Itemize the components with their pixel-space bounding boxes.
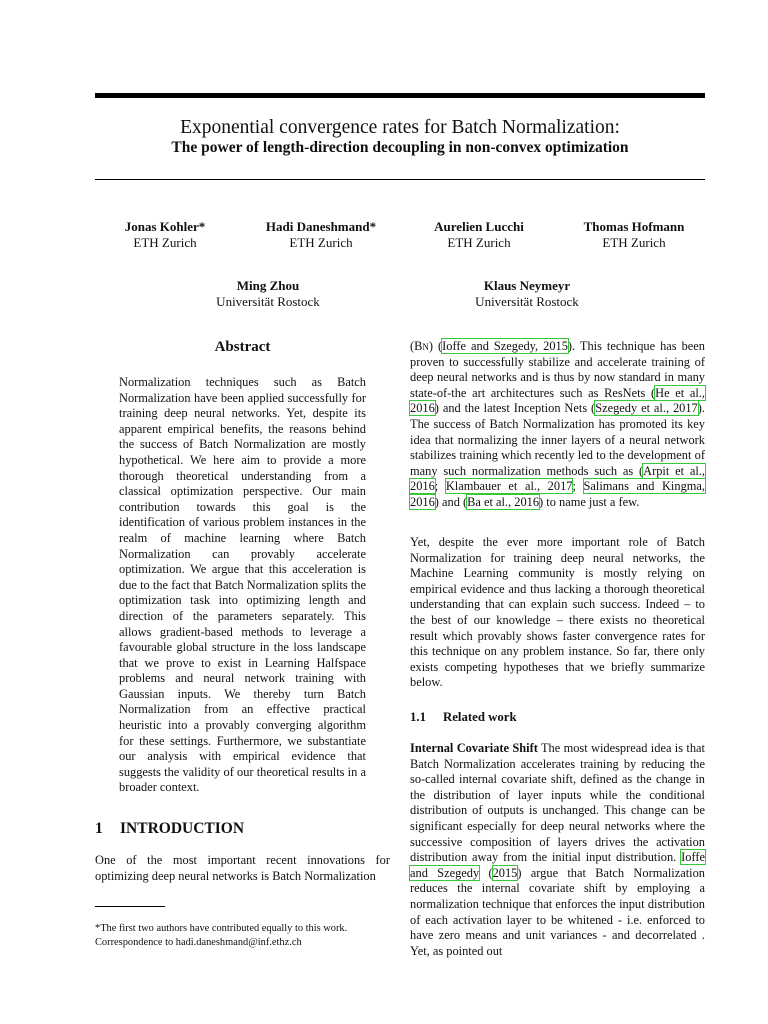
- author-affiliation: ETH Zurich: [447, 235, 511, 250]
- paper-subtitle: The power of length-direction decoupling in non-convex optimization: [171, 139, 629, 156]
- footnote-rule: [95, 906, 165, 907]
- section-title: INTRODUCTION: [120, 820, 245, 837]
- author-affiliation: ETH Zurich: [133, 235, 197, 250]
- intro-paragraph-2: Yet, despite the ever more important role of Batch Normalization for training deep neural networks, the Machine Learning community is mostly relying on empirical evidence and thus lacking a thorough theoretical understanding that can explain such success. Indeed – to the best of our knowledge – there exists no theoretical result which provably shows faster convergence rates for this technique on any problem instance. So far, there only exists competing hypotheses that we briefly summarize below.: [410, 535, 705, 690]
- author-block: [584, 219, 685, 251]
- citation-link[interactable]: Klambauer et al., 2017: [445, 479, 573, 494]
- author-block: [266, 219, 376, 251]
- intro-paragraph-continued: (Bn) (Ioffe and Szegedy, 2015). This technique has been proven to successfully stabilize and accelerate training of deep neural networks and is thus by now standard in many state-of-the art architectures such as ResNets (He et al., 2016) and the latest Inception Nets (Szegedy et al., 2017). The success of Batch Normalization has promoted its key idea that normalizing the inner layers of a neural network stabilizes training which recently led to the development of many such normalization methods such as (Arpit et al., 2016; Klambauer et al., 2017; Salimans and Kingma, 2016) and (Ba et al., 2016) to name just a few.: [410, 339, 705, 509]
- citation-link[interactable]: Ioffe and Szegedy: [410, 850, 705, 880]
- abstract-heading: Abstract: [214, 339, 271, 355]
- paper-title: Exponential convergence rates for Batch Normalization:: [180, 117, 620, 138]
- author-name: Klaus Neymeyr: [483, 278, 571, 293]
- footnote: [95, 922, 405, 950]
- citation-link[interactable]: Ba et al., 2016: [467, 494, 540, 509]
- paragraph-runin-heading: Internal Covariate Shift: [410, 741, 538, 755]
- subsection-title: Related work: [443, 710, 517, 724]
- abstract-text: Normalization techniques such as Batch Normalization have been applied successfully for training deep neural networks. Yet, despite its apparent empirical benefits, the reasons behind the success of Batch Normalization are mostly hypothetical. We here aim to provide a more thorough theoretical understanding from a classical optimization perspective. Our main contribution towards this goal is the identification of various problem instances in the realm of machine learning where Batch Normalization can provably accelerate optimization. We argue that this acceleration is due to the fact that Batch Normalization splits the optimization task into optimizing length and direction of the parameters separately. This allows gradient-based methods to leverage a favourable global structure in the loss landscape that we prove to exist in Learning Halfspace problems and neural network training with Gaussian inputs. We thereby turn Batch Normalization from an effective practical heuristic into a provably converging algorithm for these settings. Furthermore, we substantiate our analysis with empirical evidence that suggests the validity of our theoretical results in a broader context.: [119, 375, 366, 795]
- author-block: [216, 278, 320, 310]
- author-block: [434, 219, 524, 251]
- citation-link[interactable]: Ioffe and Szegedy, 2015: [442, 339, 568, 353]
- footnote-correspondence: Correspondence to hadi.daneshmand@inf.ethz.ch: [95, 937, 302, 948]
- citation-link[interactable]: Salimans and Kingma, 2016: [410, 479, 705, 509]
- related-work-paragraph: Internal Covariate Shift The most widespread idea is that Batch Normalization accelerates training by reducing the so-called internal covariate shift, defined as the change in the distribution of layer inputs while the conditional distribution of outputs is unchanged. This change can be significant especially for deep neural networks where the successive composition of layers drives the activation distribution away from the initial input distribution. Ioffe and Szegedy (2015) argue that Batch Normalization reduces the internal covariate shift by employing a normalization technique that enforces the input distribution of each activation layer to be whitened - i.e. enforced to have zero means and unit variances - and decorrelated . Yet, as pointed out: [410, 741, 705, 958]
- section-heading-introduction: [95, 820, 244, 838]
- author-affiliation: Universität Rostock: [216, 294, 320, 309]
- author-affiliation: ETH Zurich: [602, 235, 666, 250]
- author-name: Hadi Daneshmand*: [265, 219, 377, 234]
- intro-paragraph: One of the most important recent innovations for optimizing deep neural networks is Batch Normalization: [95, 853, 390, 883]
- title-bottom-rule: [95, 179, 705, 180]
- author-affiliation: Universität Rostock: [475, 294, 579, 309]
- author-block: [475, 278, 579, 310]
- author-name: Jonas Kohler*: [124, 219, 206, 234]
- footnote-contribution: *The first two authors have contributed equally to this work.: [95, 923, 348, 934]
- author-name: Aurelien Lucchi: [434, 219, 524, 234]
- section-number: 1: [95, 820, 103, 837]
- author-affiliation: ETH Zurich: [289, 235, 353, 250]
- citation-link[interactable]: Arpit et al., 2016: [410, 463, 705, 494]
- citation-link[interactable]: 2015: [492, 865, 518, 880]
- author-name: Ming Zhou: [236, 278, 300, 293]
- author-name: Thomas Hofmann: [583, 219, 685, 234]
- subsection-heading-related-work: [410, 710, 517, 725]
- citation-link[interactable]: Szegedy et al., 2017: [595, 401, 698, 416]
- bn-abbreviation: Bn: [414, 339, 429, 353]
- citation-link[interactable]: He et al., 2016: [410, 385, 705, 416]
- subsection-number: 1.1: [410, 710, 426, 724]
- title-top-rule: [95, 93, 705, 98]
- author-block: [125, 219, 206, 251]
